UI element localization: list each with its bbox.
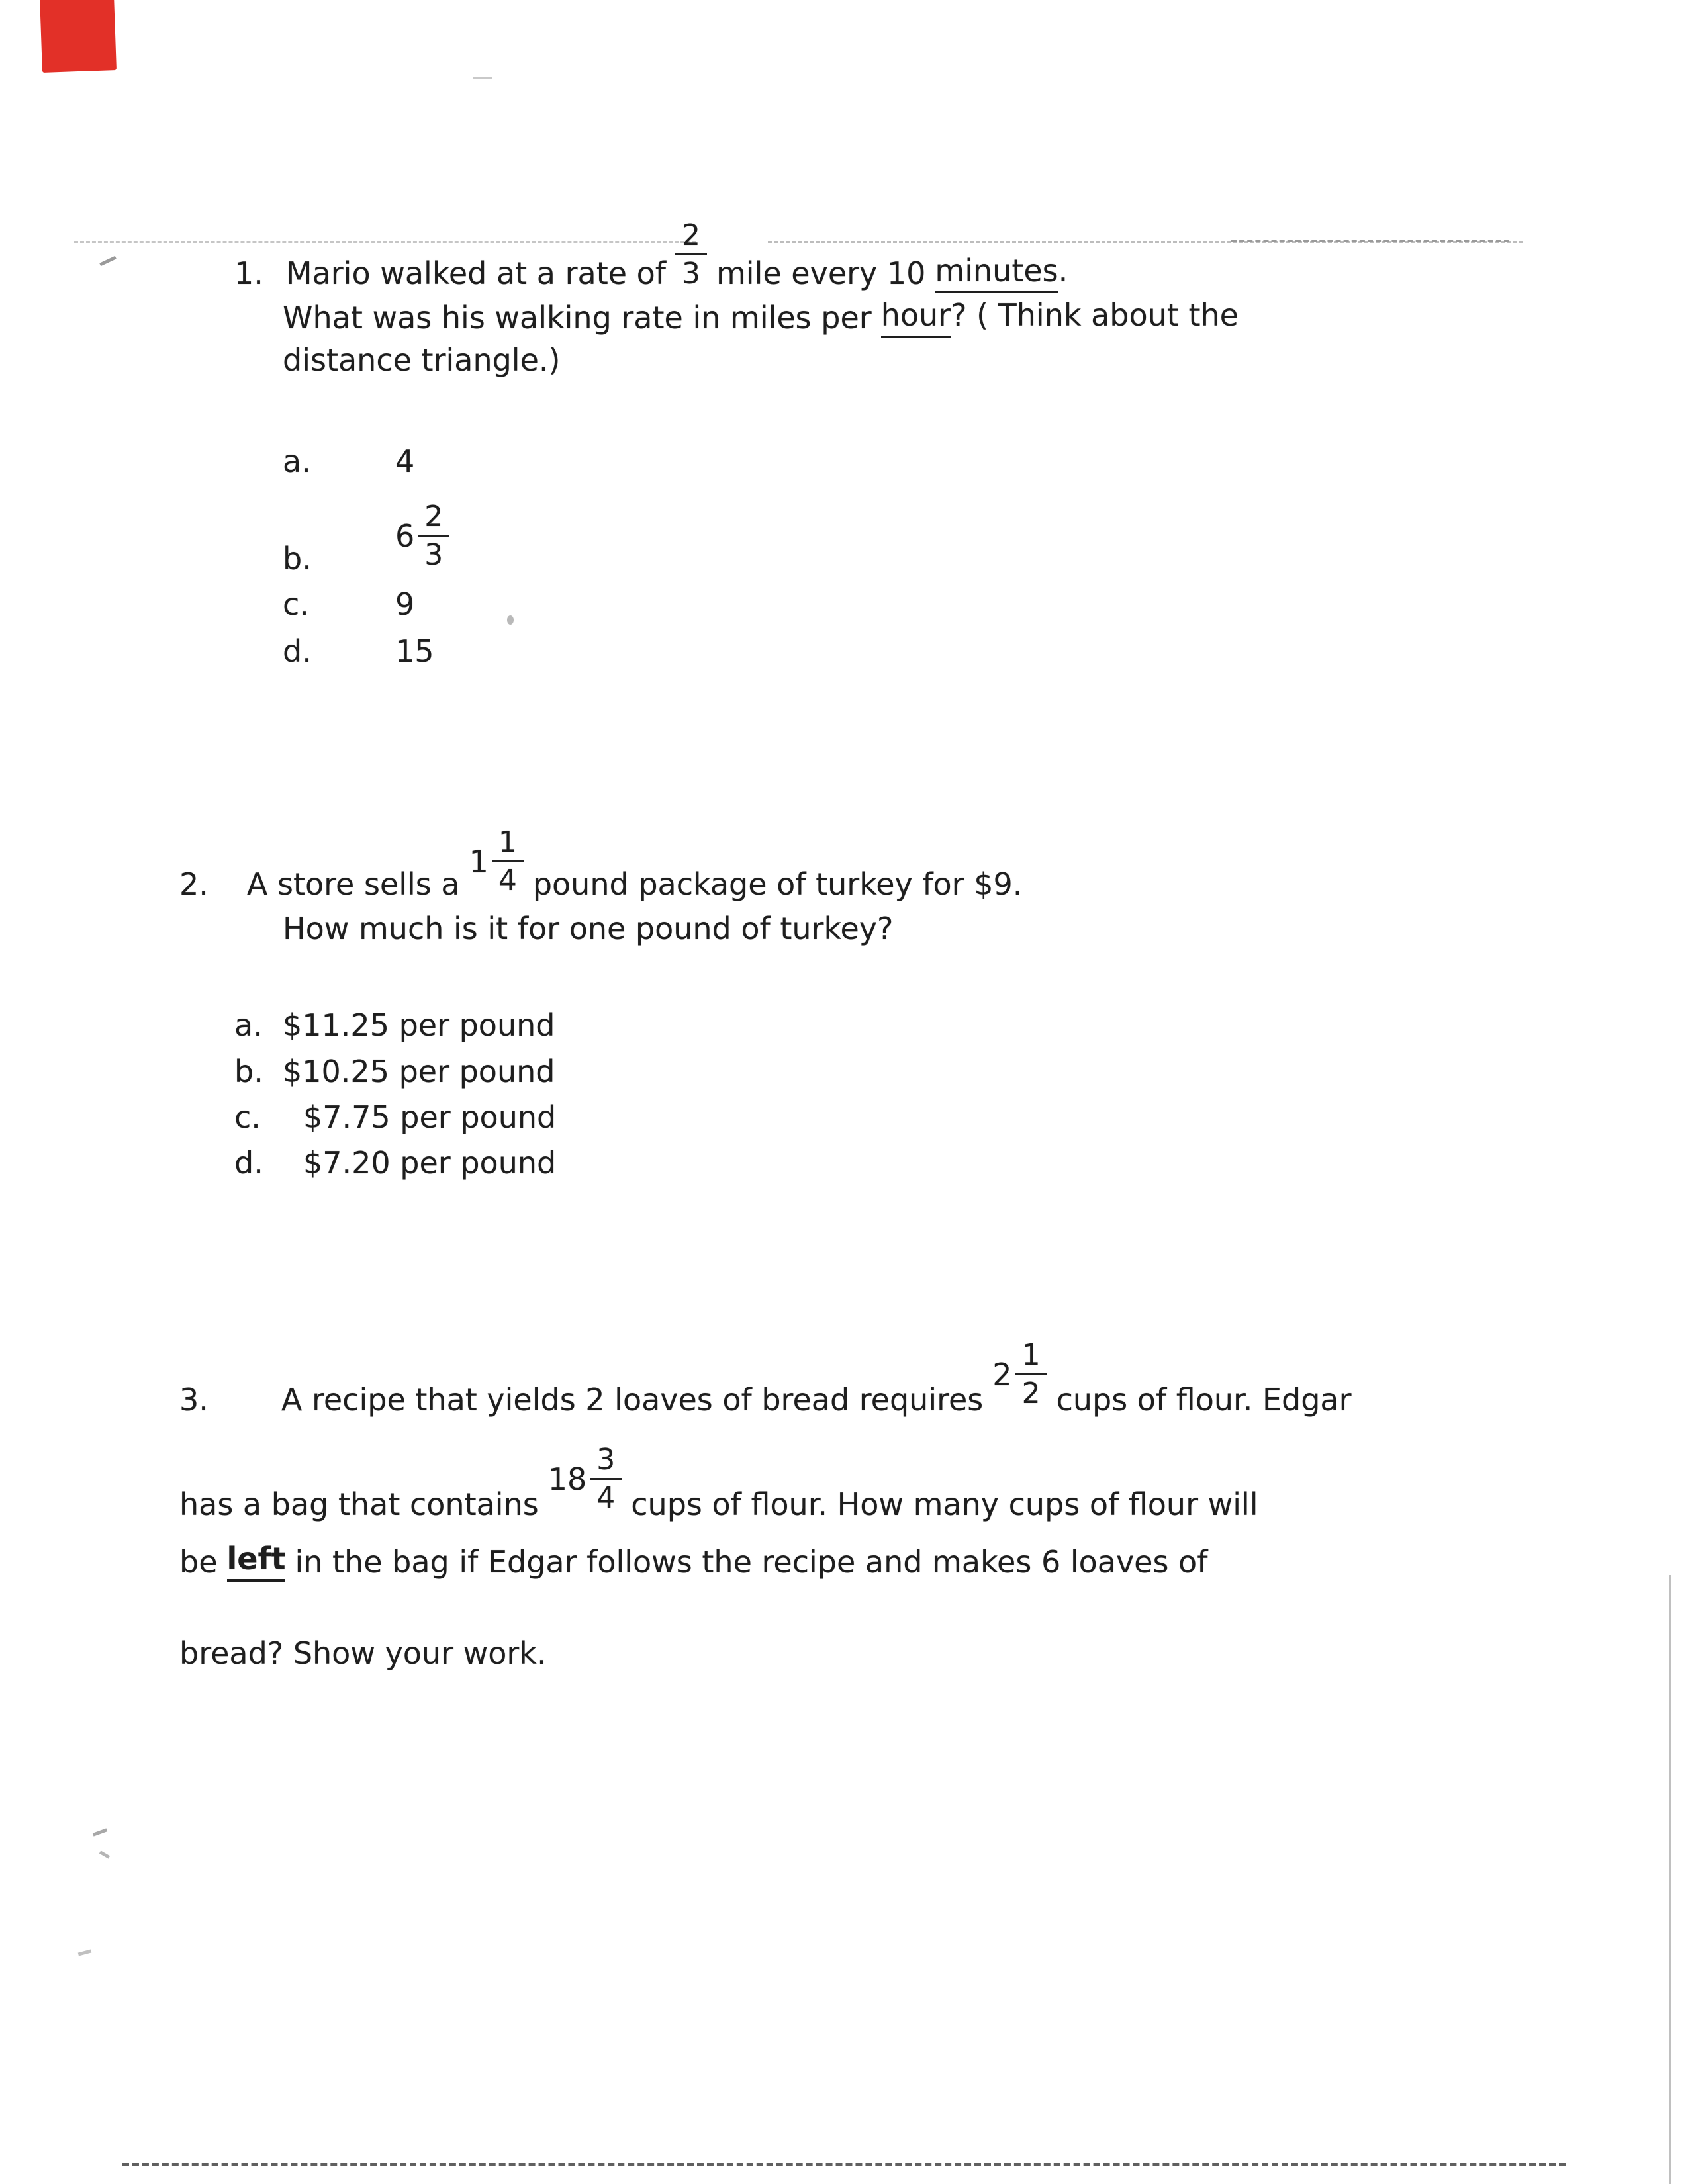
choice-value: $10.25 per pound [283,1054,555,1089]
q2-line2 [283,910,893,948]
choice-value: $7.20 per pound [303,1145,557,1181]
scan-speck [78,1949,92,1956]
choice-label: a. [283,443,311,479]
choice-value: $7.75 per pound [303,1099,557,1135]
q2-mixed-number-one-and-quarter [469,826,524,897]
q1-fraction-two-thirds [675,219,707,291]
q1-line3-text: distance triangle.) [283,342,561,378]
q1-underlined-word: hour [881,296,951,338]
mixed-fraction [590,1443,622,1515]
q1-period: . [1058,253,1068,289]
q3-line2-after: cups of flour. How many cups of flour will [631,1486,1258,1523]
choice-label: c. [283,586,309,622]
q1-line3 [283,341,560,380]
mixed-fraction [492,826,524,897]
q1-choice-a [283,443,414,481]
q3-line4-text: bread? Show your work. [179,1635,547,1671]
q1-line1 [234,218,1068,293]
q1-choice-c [283,586,414,624]
q2-number: 2. [179,866,209,903]
scan-speck [473,77,492,79]
choice-label: d. [283,633,312,669]
choice-value: 9 [395,586,415,622]
q2-line1 [179,825,1023,904]
q1-choice-b [283,500,449,578]
choice-label: c. [234,1099,261,1135]
fraction-denominator: 3 [682,257,700,291]
q1-text-mid: mile every 10 [716,255,926,292]
q1-text-before-fraction: Mario walked at a rate of [285,255,666,292]
choice-value: 15 [395,633,434,669]
q1-choice-b-mixed-number [395,500,449,572]
q3-text-before-fraction: A recipe that yields 2 loaves of bread requires [281,1382,984,1418]
q2-choice-d [234,1144,556,1183]
scan-artifact-bottom-line [122,2163,1566,2166]
scan-speck [93,1828,107,1836]
choice-label: a. [234,1007,263,1043]
q2-line2-text: How much is it for one pound of turkey? [283,911,894,946]
q1-line2-tail: ? ( Think about the [951,297,1239,333]
q3-line3-before: be [179,1544,218,1580]
choice-value: 4 [395,443,415,479]
mixed-whole: 18 [547,1461,587,1497]
scan-speck [99,256,117,267]
scan-speck [507,615,514,625]
q3-mixed-number-two-and-half [992,1339,1047,1410]
fraction-numerator: 2 [675,219,707,255]
q3-line3 [179,1540,1207,1582]
fraction-denominator: 4 [498,864,517,898]
q1-line2-text: What was his walking rate in miles per [283,300,872,336]
choice-label: b. [283,541,312,577]
q3-line4 [179,1635,547,1673]
fraction-numerator: 2 [418,500,449,537]
scan-speck [99,1850,110,1858]
q2-choice-b [234,1053,555,1091]
q3-mixed-number-eighteen-and-three-quarters [548,1443,622,1515]
q1-underlined-word: minutes [935,252,1058,293]
fraction-numerator: 1 [1015,1339,1047,1375]
scan-artifact-right-line [1669,1575,1671,2184]
mixed-whole: 2 [992,1356,1012,1392]
q3-line1 [179,1338,1352,1420]
q2-text-before-fraction: A store sells a [246,866,460,903]
q3-text-after-fraction: cups of flour. Edgar [1056,1382,1352,1418]
choice-label: b. [234,1054,263,1089]
fraction-numerator: 1 [492,826,524,862]
choice-label: d. [234,1145,263,1181]
scan-artifact-top-line-dark [1231,240,1509,242]
fraction-denominator: 4 [596,1481,616,1516]
fraction-numerator: 3 [590,1443,622,1480]
q1-underlined-hour-wrap [881,296,1239,338]
q3-bold-underlined-left: left [227,1540,286,1582]
q1-underlined-minutes-wrap [935,252,1068,293]
mixed-whole: 6 [395,518,415,554]
q3-line2 [179,1443,1258,1524]
mixed-fraction [418,500,449,572]
mixed-fraction [1015,1339,1047,1410]
choice-value: $11.25 per pound [283,1007,555,1043]
mixed-whole: 1 [469,843,489,880]
fraction-denominator: 3 [424,538,444,572]
scan-artifact-red-mark [40,0,117,73]
q2-choice-a [234,1007,555,1045]
q2-choice-c [234,1099,556,1137]
q1-line2 [283,296,1239,338]
q3-line3-after: in the bag if Edgar follows the recipe and makes 6 loaves of [295,1544,1208,1580]
q3-number: 3. [179,1382,209,1418]
fraction-denominator: 2 [1021,1377,1041,1411]
q1-choice-d [283,633,434,671]
q2-text-after-fraction: pound package of turkey for $9. [532,866,1023,903]
q1-number: 1. [234,255,263,292]
q3-line2-before: has a bag that contains [179,1486,539,1523]
